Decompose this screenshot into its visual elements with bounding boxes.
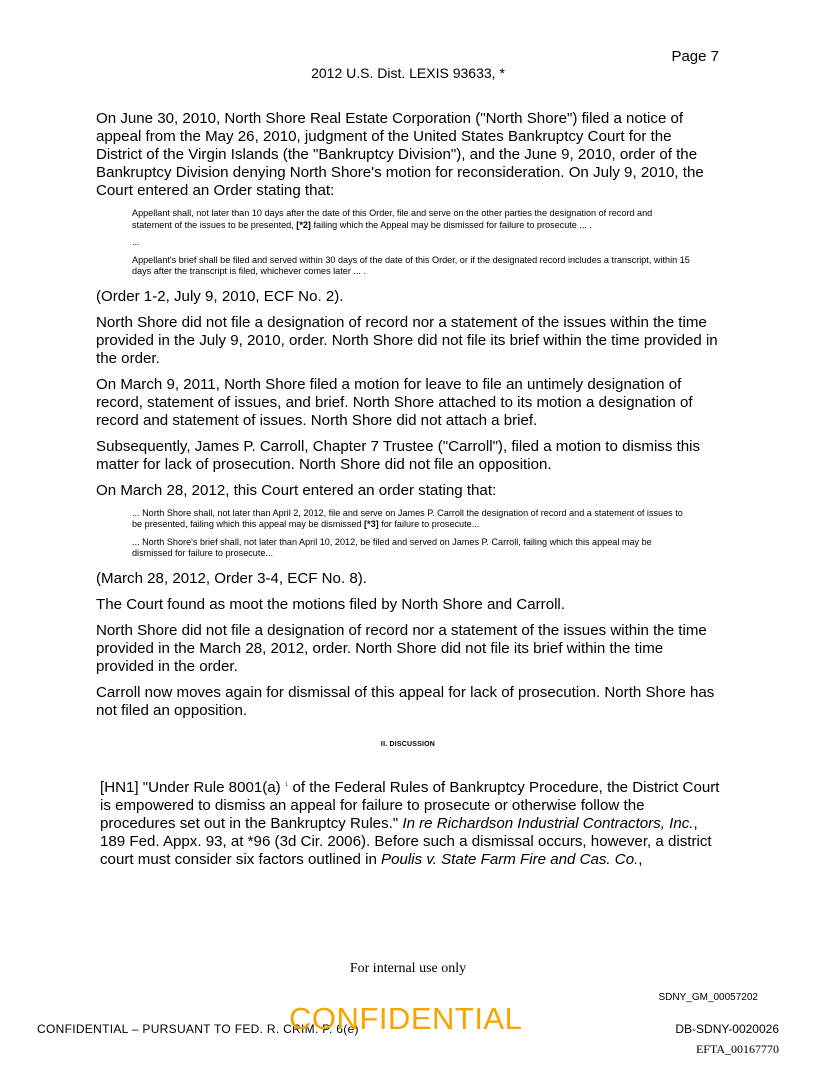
paragraph-text: , xyxy=(638,850,643,868)
star-page-ref: [*3] xyxy=(364,519,379,529)
efta-number: EFTA_00167770 xyxy=(695,1042,779,1056)
quote-item xyxy=(132,508,692,531)
paragraph: North Shore did not file a designation of record nor a statement of the issues within the time provided in the March 28, 2012, order. North Shore did not file its brief within the time provided in the order. xyxy=(96,621,707,675)
paragraph: On June 30, 2010, North Shore Real Estate Corporation ("North Shore") filed a notice of appeal from the May 26, 2010, judgment of the United States Bankruptcy Court for the District of the Virgin Islands (the "Bankruptcy Division"), and the June 9, 2010, order of the Bankruptcy Division denying North Shore's motion for reconsideration. On July 9, 2010, the Court entered an Order stating that: xyxy=(96,110,704,199)
block-quote xyxy=(132,508,692,560)
quote-text: failing which the Appeal may be dismissed for failure to prosecute ... . xyxy=(313,219,592,230)
confidential-legend: CONFIDENTIAL – PURSUANT TO FED. R. CRIM. P. 6(e) xyxy=(37,1022,359,1036)
paragraph: Subsequently, James P. Carroll, Chapter 7 Trustee ("Carroll"), filed a motion to dismiss this matter for lack of prosecution. North Shore did not file an opposition. xyxy=(96,437,701,473)
section-heading: II. DISCUSSION xyxy=(380,740,436,748)
page-number: Page 7 xyxy=(671,48,719,65)
document-body xyxy=(96,110,720,877)
paragraph-text: of the Federal Rules of Bankruptcy Procedure, the District Court is empowered to dismiss an appeal for failure to prosecute or otherwise follow the procedures set out in the Bankruptcy Rules." xyxy=(100,778,720,832)
bates-number-db: DB-SDNY-0020026 xyxy=(675,1022,779,1036)
paragraph-text: [HN1] "Under Rule 8001(a) xyxy=(100,778,281,796)
case-name: Poulis v. State Farm Fire and Cas. Co. xyxy=(381,850,639,868)
paragraph: The Court found as moot the motions filed by North Shore and Carroll. xyxy=(96,595,565,613)
paragraph: Carroll now moves again for dismissal of this appeal for lack of prosecution. North Shore has not filed an opposition. xyxy=(96,683,715,719)
confidential-stamp: CONFIDENTIAL xyxy=(289,1001,523,1036)
paragraph: (Order 1-2, July 9, 2010, ECF No. 2). xyxy=(96,287,344,305)
quote-text: ... North Shore shall, not later than April 2, 2012, file and serve on James P. Carroll the designation of record and a statement of issues to be presented, failing which this appeal may be dismissed xyxy=(132,507,683,529)
quote-item: Appellant's brief shall be filed and served within 30 days of the date of this Order, or if the designated record includes a transcript, within 15 days after the transcript is filed, whichever comes later ... . xyxy=(132,254,690,276)
quote-ellipsis: ... xyxy=(132,237,140,247)
paragraph: On March 9, 2011, North Shore filed a motion for leave to file an untimely designation of record, statement of issues, and brief. North Shore attached to its motion a designation of record and statement of issues. North Shore did not attach a brief. xyxy=(96,375,693,429)
bates-number-gm: SDNY_GM_00057202 xyxy=(658,992,758,1003)
paragraph: On March 28, 2012, this Court entered an order stating that: xyxy=(96,481,497,499)
quote-text: Appellant shall, not later than 10 days after the date of this Order, file and serve on the other parties the designation of record and statement of the issues to be presented, xyxy=(132,208,653,230)
paragraph xyxy=(96,776,720,869)
quote-item: ... North Shore's brief shall, not later than April 10, 2012, be filed and served on James P. Carroll, failing which this appeal may be dismissed for failure to prosecute... xyxy=(132,536,652,558)
internal-use-notice: For internal use only xyxy=(349,961,467,976)
block-quote xyxy=(132,208,692,278)
star-page-ref: [*2] xyxy=(296,219,311,230)
paragraph-text: , 189 Fed. Appx. 93, at *96 (3d Cir. 2006). Before such a dismissal occurs, however, a district court must consider six factors outlined in xyxy=(100,814,712,868)
case-name: In re Richardson Industrial Contractors, Inc. xyxy=(402,814,694,832)
footnote-marker[interactable]: 1 xyxy=(284,781,289,788)
quote-item xyxy=(132,208,692,231)
paragraph: (March 28, 2012, Order 3-4, ECF No. 8). xyxy=(96,569,367,587)
case-citation-header: 2012 U.S. Dist. LEXIS 93633, * xyxy=(311,65,505,81)
paragraph: North Shore did not file a designation of record nor a statement of the issues within the time provided in the July 9, 2010, order. North Shore did not file its brief within the time provided in the order. xyxy=(96,313,718,367)
quote-text: for failure to prosecute... xyxy=(381,519,480,529)
